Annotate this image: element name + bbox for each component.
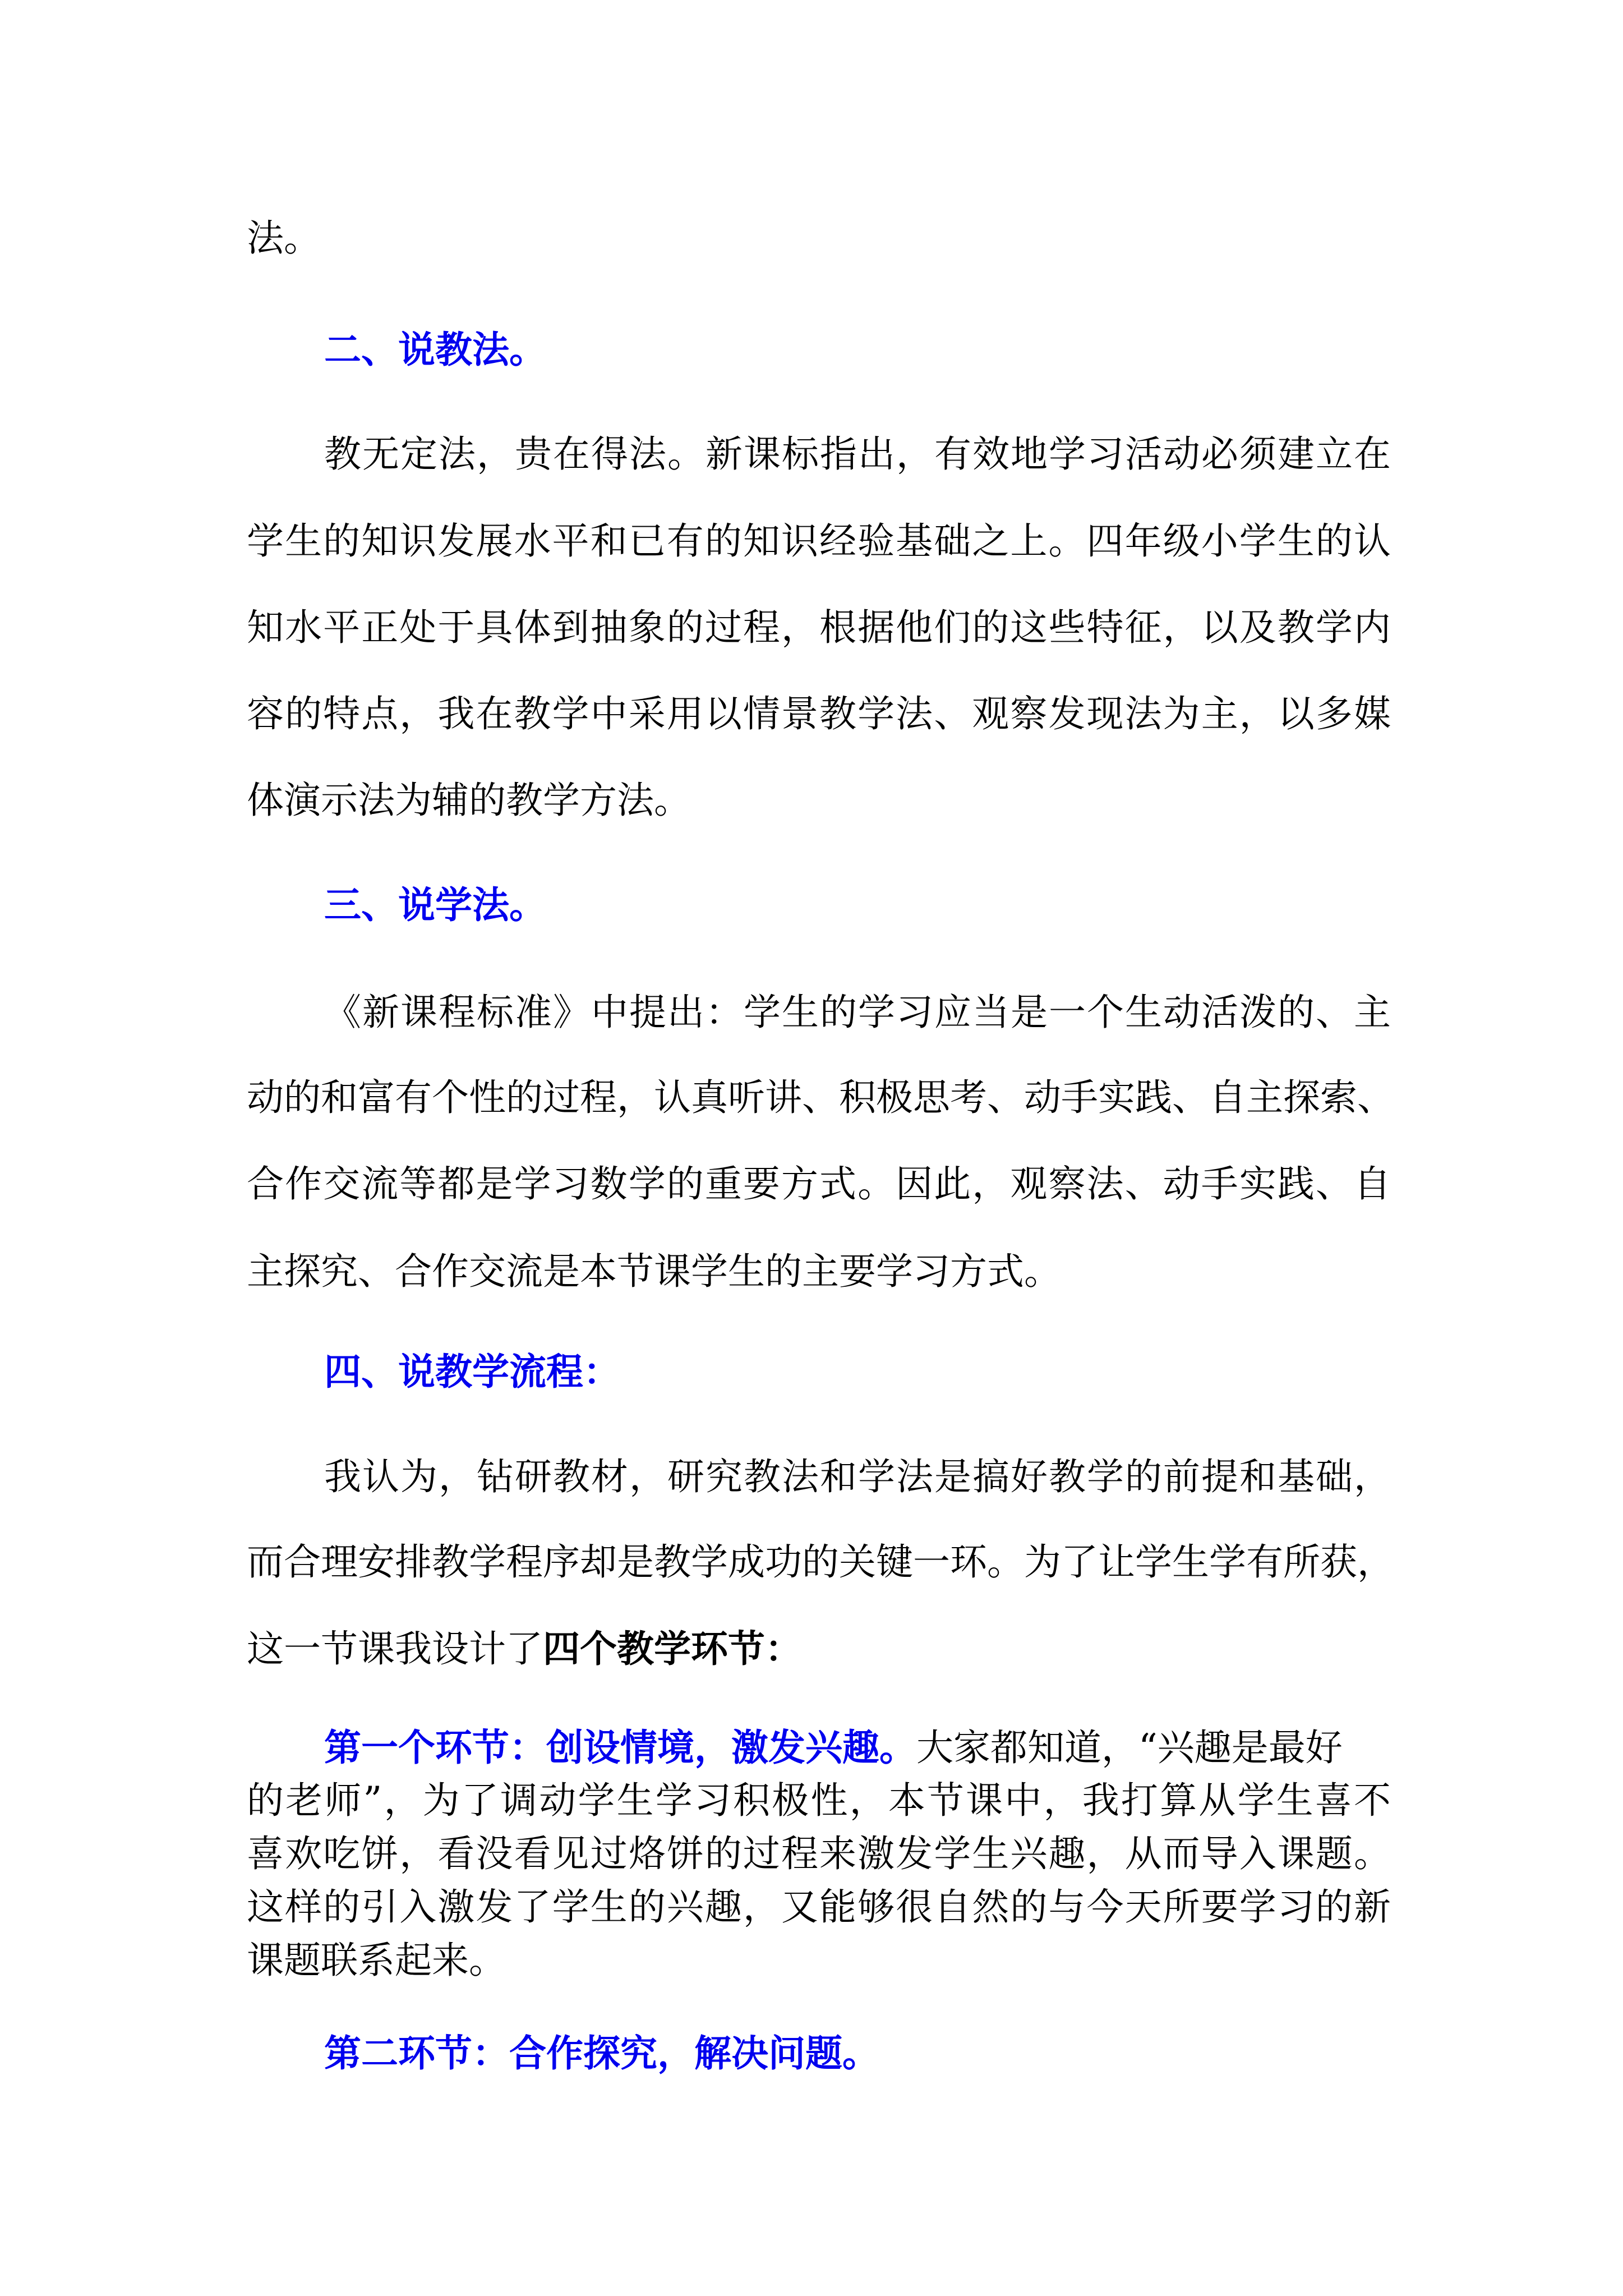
paragraph-line: 课题联系起来。: [247, 1939, 506, 1982]
paragraph-text: 这一节课我设计了: [247, 1627, 543, 1671]
paragraph-line: [247, 1623, 1391, 1674]
paragraph-line: 我认为，钻研教材，研究教法和学法是搞好教学的前提和基础，: [324, 1455, 1391, 1498]
top-fragment: 法。: [247, 217, 321, 260]
paragraph-line: 学生的知识发展水平和已有的知识经验基础之上。四年级小学生的认: [247, 519, 1391, 563]
step1-first-line: [324, 1722, 1391, 1773]
paragraph-line: 合作交流等都是学习数学的重要方式。因此，观察法、动手实践、自: [247, 1162, 1391, 1205]
step2-label: 第二环节：合作探究，解决问题。: [324, 2031, 879, 2075]
paragraph-line: 而合理安排教学程序却是教学成功的关键一环。为了让学生学有所获，: [247, 1540, 1394, 1584]
emphasized-text: 四个教学环节：: [543, 1627, 802, 1671]
paragraph-line: 的老师”，为了调动学生学习积极性，本节课中，我打算从学生喜不: [247, 1779, 1391, 1822]
paragraph-line: 容的特点，我在教学中采用以情景教学法、观察发现法为主，以多媒: [247, 692, 1391, 735]
section-heading-teaching-method: 二、说教法。: [324, 328, 546, 371]
section-heading-learning-method: 三、说学法。: [324, 883, 546, 927]
paragraph-line: 主探究、合作交流是本节课学生的主要学习方式。: [247, 1250, 1061, 1293]
paragraph-text: 大家都知道，“兴趣是最好: [916, 1726, 1343, 1769]
paragraph-line: 知水平正处于具体到抽象的过程，根据他们的这些特征，以及教学内: [247, 606, 1391, 649]
paragraph-line: 体演示法为辅的教学方法。: [247, 779, 691, 822]
section-heading-teaching-process: 四、说教学流程：: [324, 1350, 620, 1393]
paragraph-line: 喜欢吃饼，看没看见过烙饼的过程来激发学生兴趣，从而导入课题。: [247, 1832, 1391, 1875]
paragraph-line: 《新课程标准》中提出：学生的学习应当是一个生动活泼的、主: [324, 991, 1391, 1034]
step1-label: 第一个环节：创设情境，激发兴趣。: [324, 1726, 916, 1769]
paragraph-line: 动的和富有个性的过程，认真听讲、积极思考、动手实践、自主探索、: [247, 1076, 1394, 1119]
paragraph-line: 这样的引入激发了学生的兴趣，又能够很自然的与今天所要学习的新: [247, 1885, 1391, 1929]
paragraph-line: 教无定法，贵在得法。新课标指出，有效地学习活动必须建立在: [324, 432, 1391, 476]
